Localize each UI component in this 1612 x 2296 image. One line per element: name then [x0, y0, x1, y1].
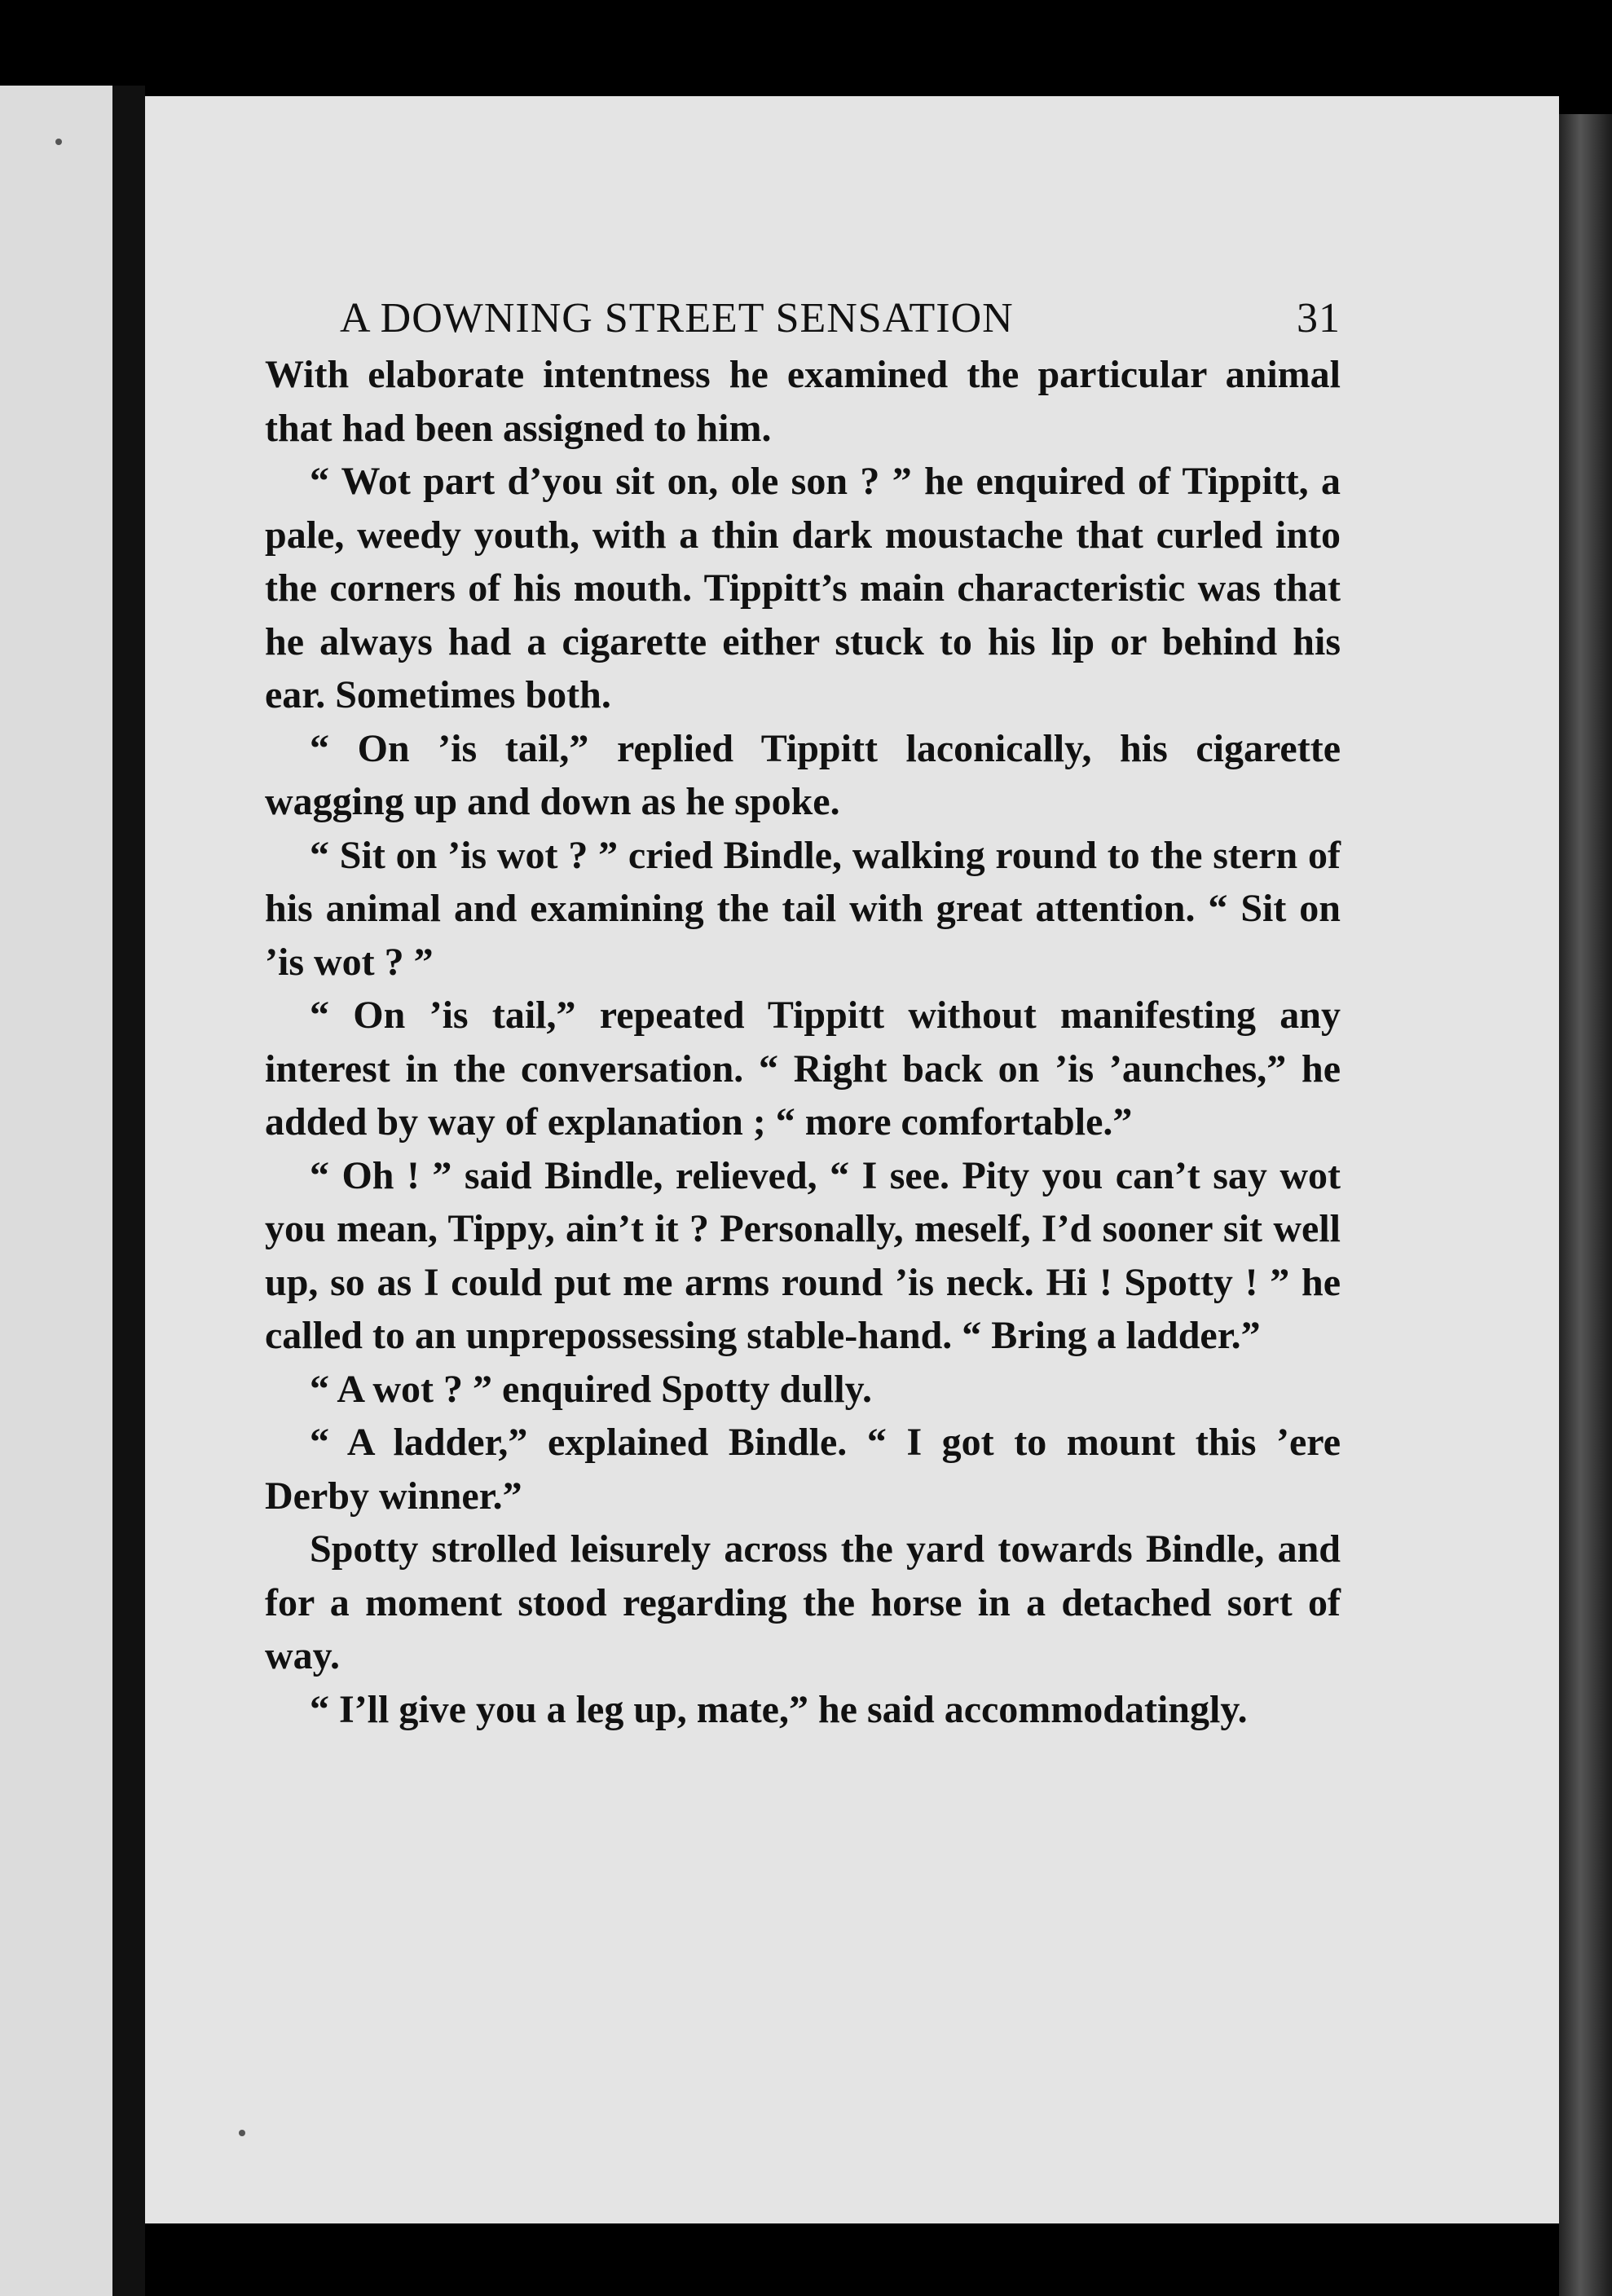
body-text — [265, 348, 1341, 1736]
paragraph: “ A wot ? ” enquired Spotty dully. — [310, 1367, 872, 1411]
paragraph: “ Sit on ’is wot ? ” cried Bindle, walking round to the stern of his animal and examining the tail with great attention. “ Sit on ’is wot ? ” — [265, 833, 1341, 984]
running-head-title: A DOWNING STREET SENSATION — [340, 295, 1014, 342]
paragraph: With elaborate intentness he examined the particular animal that had been assigned to him. — [265, 353, 1341, 450]
spine-gutter — [112, 86, 145, 2296]
paragraph: “ A ladder,” explained Bindle. “ I got to mount this ’ere Derby winner.” — [265, 1421, 1341, 1518]
paragraph: “ Oh ! ” said Bindle, relieved, “ I see. Pity you can’t say wot you mean, Tippy, ain’t it ? Personally, meself, I’d sooner sit well up, so as I could put me arms round ’is neck. Hi ! Spotty ! ” he called to an unprepossessing stable-hand. “ Bring a ladder.” — [265, 1153, 1341, 1357]
paragraph: “ Wot part d’you sit on, ole son ? ” he enquired of Tippitt, a pale, weedy youth, with a thin dark moustache that curled into the corners of his mouth. Tippitt’s main characteristic was that he always had a cigarette either stuck to his lip or behind his ear. Sometimes both. — [265, 460, 1341, 716]
paragraph: “ On ’is tail,” replied Tippitt laconically, his cigarette wagging up and down as he spoke. — [265, 726, 1341, 823]
paragraph: Spotty strolled leisurely across the yard towards Bindle, and for a moment stood regarding the horse in a detached sort of way. — [265, 1527, 1341, 1677]
running-head — [265, 289, 1341, 348]
text-block — [265, 289, 1341, 1736]
dust-speck — [55, 139, 62, 145]
paragraph: “ On ’is tail,” repeated Tippitt without manifesting any interest in the conversation. “ Right back on ’is ’aunches,” he added by way of explanation ; “ more comfortable.” — [265, 994, 1341, 1144]
page-number: 31 — [1297, 295, 1341, 342]
previous-page-edge — [0, 86, 112, 2296]
dust-speck — [239, 2130, 245, 2136]
book-cover-edge — [1559, 114, 1612, 2296]
paragraph: “ I’ll give you a leg up, mate,” he said accommodatingly. — [310, 1687, 1248, 1731]
